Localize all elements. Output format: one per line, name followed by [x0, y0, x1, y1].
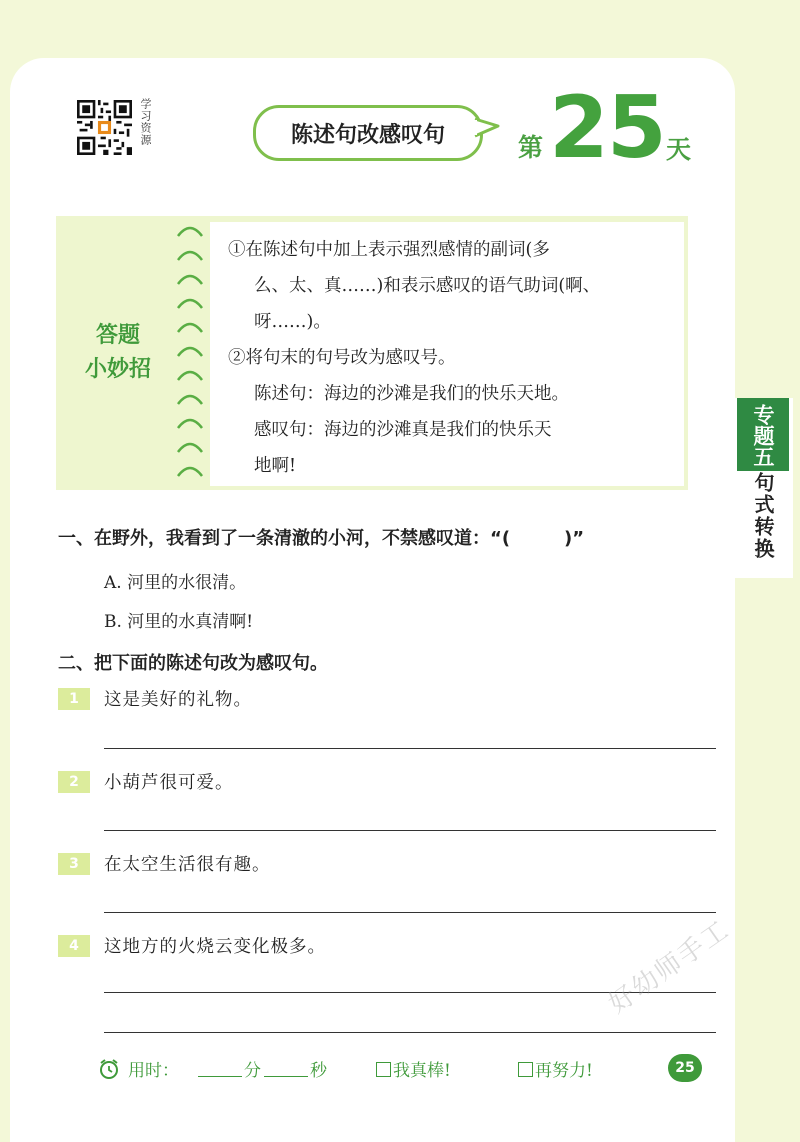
time-label: 用时： — [128, 1061, 179, 1081]
tips-label-line1: 答题 — [95, 322, 140, 348]
side-tab — [735, 398, 793, 578]
qr-code-icon[interactable] — [77, 100, 132, 155]
alarm-clock-icon — [98, 1058, 120, 1080]
item-sentence: 这是美好的礼物。 — [104, 690, 252, 710]
lesson-title: 陈述句改感叹句 — [253, 105, 483, 161]
tips-label — [70, 318, 166, 386]
item-number-badge: 4 — [58, 935, 90, 957]
day-number: 25 — [549, 78, 665, 178]
item-number-badge: 1 — [58, 688, 90, 710]
item-sentence: 这地方的火烧云变化极多。 — [104, 937, 326, 957]
minute-blank[interactable] — [198, 1056, 242, 1077]
option-b[interactable]: B. 河里的水真清啊! — [104, 612, 254, 632]
checkbox-icon[interactable] — [518, 1062, 533, 1077]
self-check-great[interactable] — [376, 1056, 451, 1081]
tips-text — [228, 232, 674, 484]
tip-line: 感叹句：海边的沙滩真是我们的快乐天 — [254, 420, 552, 440]
day-prefix: 第 — [518, 133, 544, 162]
tip-line: 陈述句：海边的沙滩是我们的快乐天地。 — [254, 384, 569, 404]
watermark: 好幼师手工 — [603, 914, 736, 1020]
option-a[interactable]: A. 河里的水很清。 — [104, 573, 247, 593]
check-great-label: 我真棒! — [393, 1061, 451, 1081]
speech-tail-icon — [474, 116, 500, 142]
binder-rings-icon — [172, 222, 208, 486]
answer-line[interactable] — [104, 912, 716, 913]
section-label: 句式转换 — [751, 472, 775, 560]
tip-line: 地啊! — [254, 456, 297, 476]
answer-line[interactable] — [104, 1032, 716, 1033]
second-label: 秒 — [310, 1061, 327, 1081]
minute-label: 分 — [244, 1061, 261, 1081]
tip-line: 呀……)。 — [254, 312, 331, 332]
item-number-badge: 3 — [58, 853, 90, 875]
question-1-heading: 一、在野外，我看到了一条清澈的小河，不禁感叹道：“( )” — [58, 528, 585, 549]
question-2-heading: 二、把下面的陈述句改为感叹句。 — [58, 653, 328, 674]
answer-line[interactable] — [104, 748, 716, 749]
page-number: 25 — [668, 1054, 702, 1082]
check-improve-label: 再努力! — [535, 1061, 593, 1081]
day-suffix: 天 — [666, 135, 692, 164]
tip-line: ②将句末的句号改为感叹号。 — [228, 348, 456, 368]
checkbox-icon[interactable] — [376, 1062, 391, 1077]
answer-line[interactable] — [104, 830, 716, 831]
item-sentence: 小葫芦很可爱。 — [104, 773, 234, 793]
item-number-badge: 2 — [58, 771, 90, 793]
item-sentence: 在太空生活很有趣。 — [104, 855, 271, 875]
qr-label: 学习资源 — [139, 98, 152, 146]
tips-label-line2: 小妙招 — [84, 356, 151, 382]
second-blank[interactable] — [264, 1056, 308, 1077]
tip-line: 么、太、真……)和表示感叹的语气助词(啊、 — [254, 276, 601, 296]
topic-badge: 专题五 — [737, 398, 789, 471]
self-check-improve[interactable] — [518, 1056, 593, 1081]
tip-line: ①在陈述句中加上表示强烈感情的副词(多 — [228, 240, 550, 260]
